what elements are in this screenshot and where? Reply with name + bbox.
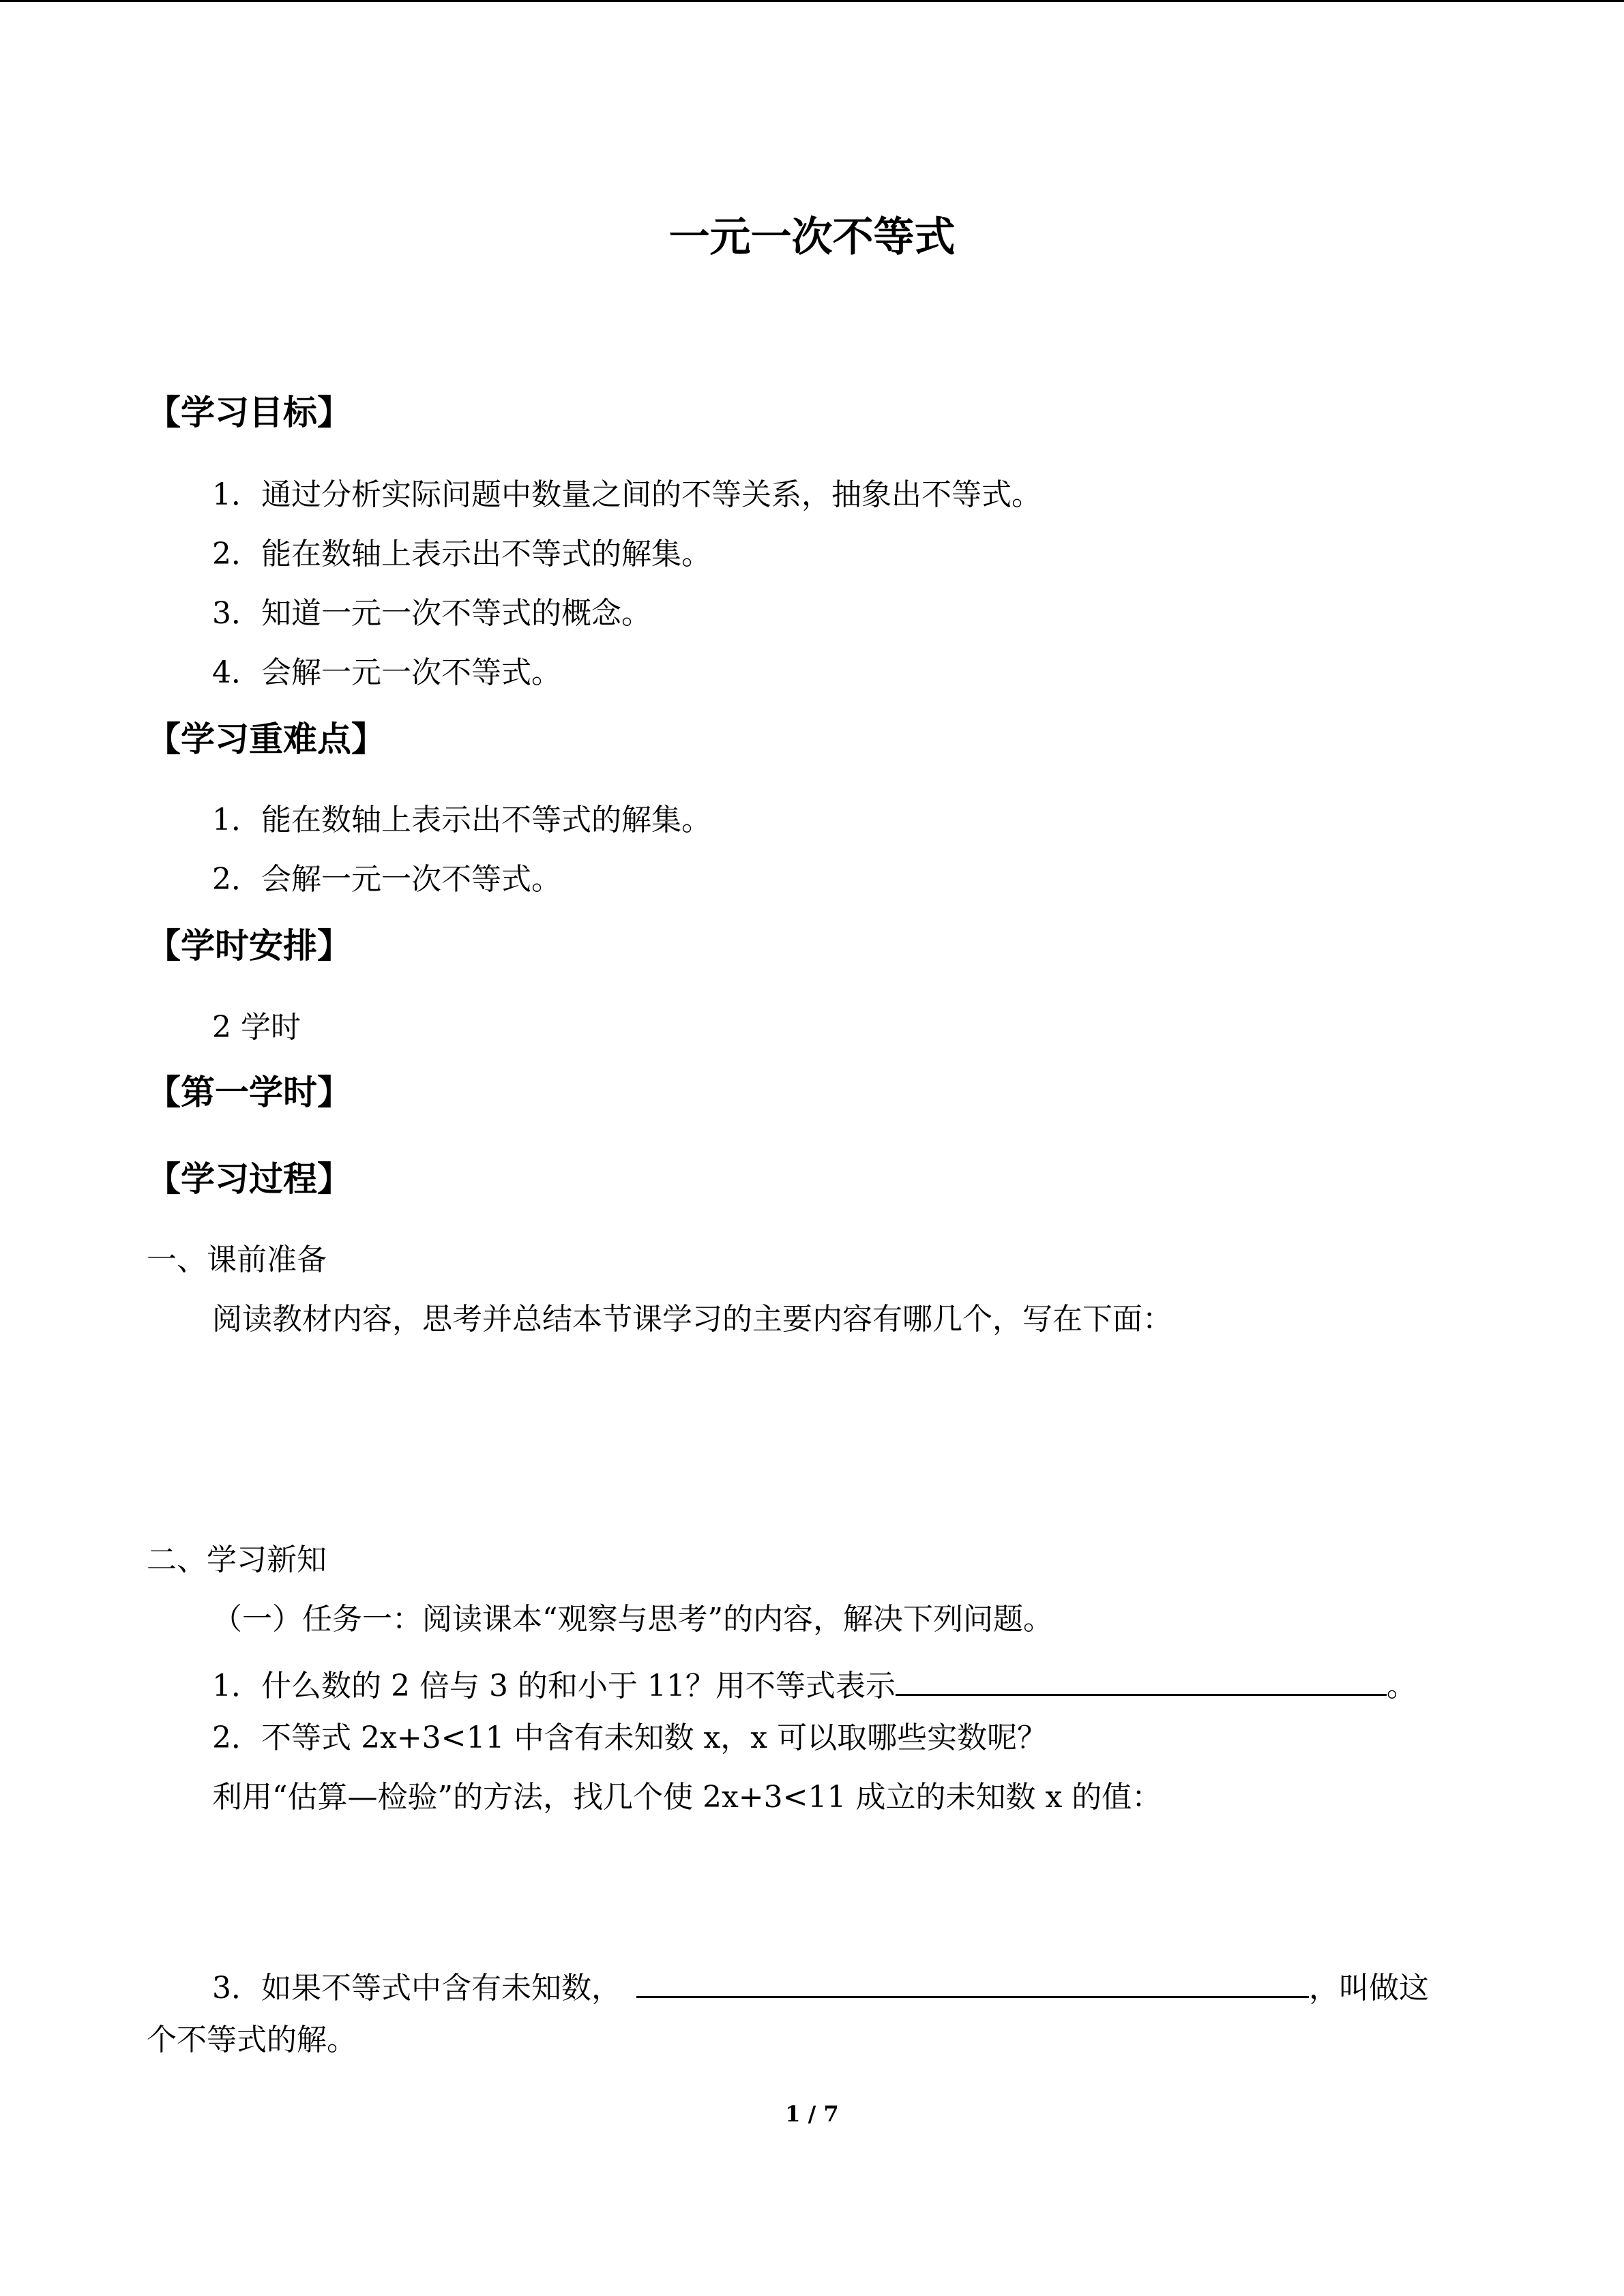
part1-text: 阅读教材内容，思考并总结本节课学习的主要内容有哪几个，写在下面：	[212, 1302, 1172, 1337]
key-point-item: 2．会解一元一次不等式。	[212, 862, 561, 897]
heading-schedule: 【学时安排】	[147, 926, 351, 966]
part2-title: 二、学习新知	[147, 1542, 327, 1577]
key-point-item: 1．能在数轴上表示出不等式的解集。	[212, 803, 711, 837]
document-title: 一元一次不等式	[668, 213, 956, 261]
heading-key-points: 【学习重难点】	[147, 719, 385, 759]
heading-first-period: 【第一学时】	[147, 1073, 351, 1112]
question-3-continuation: 个不等式的解。	[147, 2023, 357, 2057]
answer-blank-3[interactable]	[636, 1960, 1309, 1998]
task1-text: （一）任务一：阅读课本“观察与思考”的内容，解决下列问题。	[212, 1602, 1053, 1637]
answer-blank-1[interactable]	[896, 1658, 1387, 1696]
goal-item: 4．会解一元一次不等式。	[212, 655, 561, 690]
goal-item: 3．知道一元一次不等式的概念。	[212, 596, 651, 631]
question-2-method: 利用“估算—检验”的方法，找几个使 2x+3<11 成立的未知数 x 的值：	[212, 1780, 1162, 1815]
top-border-line	[0, 0, 1624, 2]
goal-item: 2．能在数轴上表示出不等式的解集。	[212, 537, 711, 571]
goal-item: 1．通过分析实际问题中数量之间的不等关系，抽象出不等式。	[212, 477, 1042, 512]
question-3	[212, 1960, 1429, 2009]
page-number: 1 / 7	[785, 2101, 839, 2127]
heading-learning-goals: 【学习目标】	[147, 393, 351, 432]
part1-title: 一、课前准备	[147, 1242, 327, 1277]
question-1	[212, 1658, 1417, 1707]
question-3-suffix: ，叫做这	[1309, 1971, 1429, 2006]
question-1-suffix: 。	[1386, 1669, 1417, 1703]
heading-learning-process: 【学习过程】	[147, 1159, 351, 1199]
question-2: 2．不等式 2x+3<11 中含有未知数 x，x 可以取哪些实数呢？	[212, 1720, 1048, 1755]
schedule-text: 2 学时	[212, 1010, 301, 1045]
question-3-text: 3．如果不等式中含有未知数，	[212, 1971, 621, 2006]
question-1-text: 1．什么数的 2 倍与 3 的和小于 11？用不等式表示	[212, 1669, 896, 1703]
